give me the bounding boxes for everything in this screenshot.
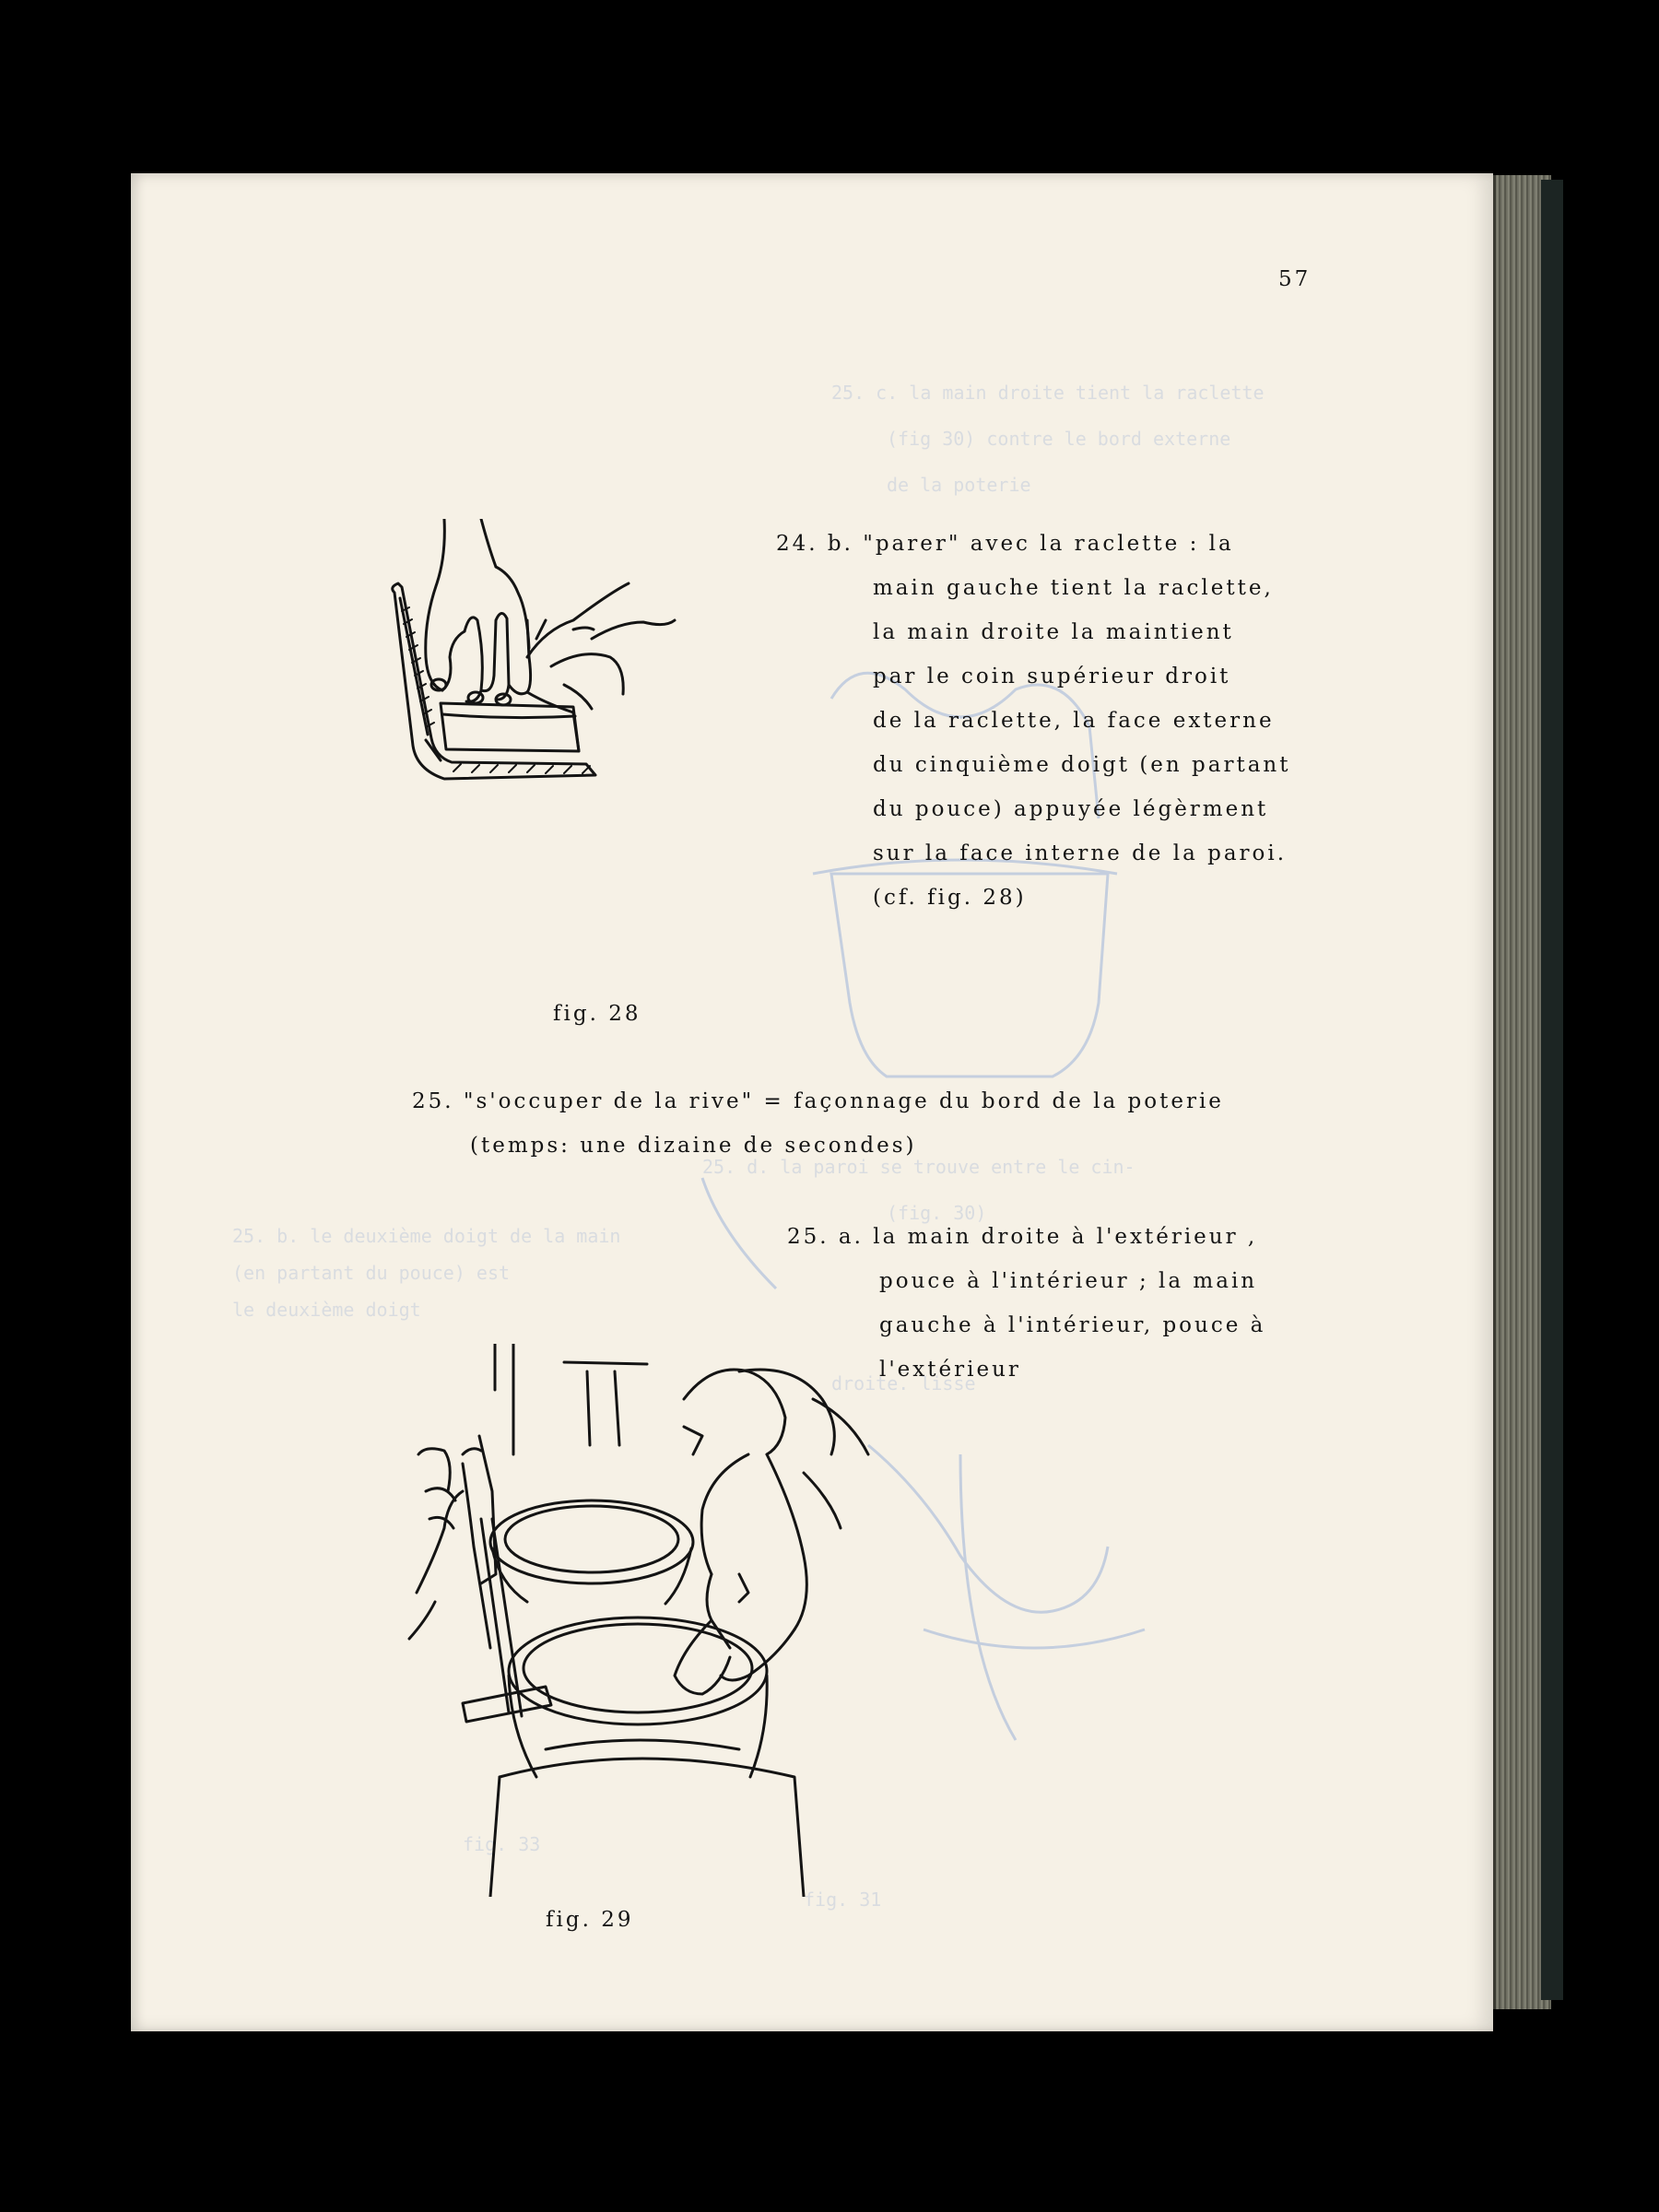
svg-text:(fig. 30): (fig. 30) <box>887 1202 987 1224</box>
page-number: 57 <box>1278 267 1312 291</box>
svg-text:25. d. la paroi se trouve entr: 25. d. la paroi se trouve entre le cin- <box>702 1156 1135 1178</box>
paragraph-25-line-2: (temps: une dizaine de secondes) <box>470 1134 917 1158</box>
paragraph-24b-line-4: par le coin supérieur droit <box>873 665 1231 688</box>
svg-text:25. c. la main droite tient la: 25. c. la main droite tient la raclette <box>831 382 1265 404</box>
svg-text:(fig 30) contre le bord extern: (fig 30) contre le bord externe <box>887 428 1231 450</box>
fig-28-caption: fig. 28 <box>553 1002 641 1026</box>
svg-text:fig. 31: fig. 31 <box>804 1888 882 1911</box>
svg-text:(en partant du pouce) est: (en partant du pouce) est <box>232 1262 511 1284</box>
paragraph-24b-line-6: du cinquième doigt (en partant <box>873 753 1291 777</box>
paragraph-24b-line-3: la main droite la maintient <box>873 620 1234 644</box>
svg-text:fig. 33: fig. 33 <box>463 1833 541 1855</box>
paragraph-25a-line-4: l'extérieur <box>879 1358 1021 1382</box>
svg-text:droite. lisse: droite. lisse <box>831 1372 976 1394</box>
book-page <box>131 173 1493 2031</box>
paragraph-24b-line-7: du pouce) appuyée légèrment <box>873 797 1269 821</box>
paragraph-24b-line-1: 24. b. "parer" avec la raclette : la <box>776 532 1234 556</box>
paragraph-24b-line-9: (cf. fig. 28) <box>873 886 1027 910</box>
svg-text:25. b. le deuxième doigt de la: 25. b. le deuxième doigt de la main <box>232 1225 621 1247</box>
svg-text:de la poterie: de la poterie <box>887 474 1031 496</box>
paragraph-25-line-1: 25. "s'occuper de la rive" = façonnage du bord de la poterie <box>412 1089 1224 1113</box>
paragraph-25a-line-3: gauche à l'intérieur, pouce à <box>879 1313 1266 1337</box>
paragraph-24b-line-8: sur la face interne de la paroi. <box>873 841 1288 865</box>
paragraph-25a-line-1: 25. a. la main droite à l'extérieur , <box>787 1225 1258 1249</box>
paragraph-24b-line-2: main gauche tient la raclette, <box>873 576 1274 600</box>
svg-text:le deuxième doigt: le deuxième doigt <box>232 1299 421 1321</box>
book-cover-edge <box>1541 180 1563 2000</box>
paragraph-24b-line-5: de la raclette, la face externe <box>873 709 1275 733</box>
fig-29-caption: fig. 29 <box>546 1908 634 1932</box>
paragraph-25a-line-2: pouce à l'intérieur ; la main <box>879 1269 1258 1293</box>
fig-29-illustration <box>407 1344 924 1897</box>
